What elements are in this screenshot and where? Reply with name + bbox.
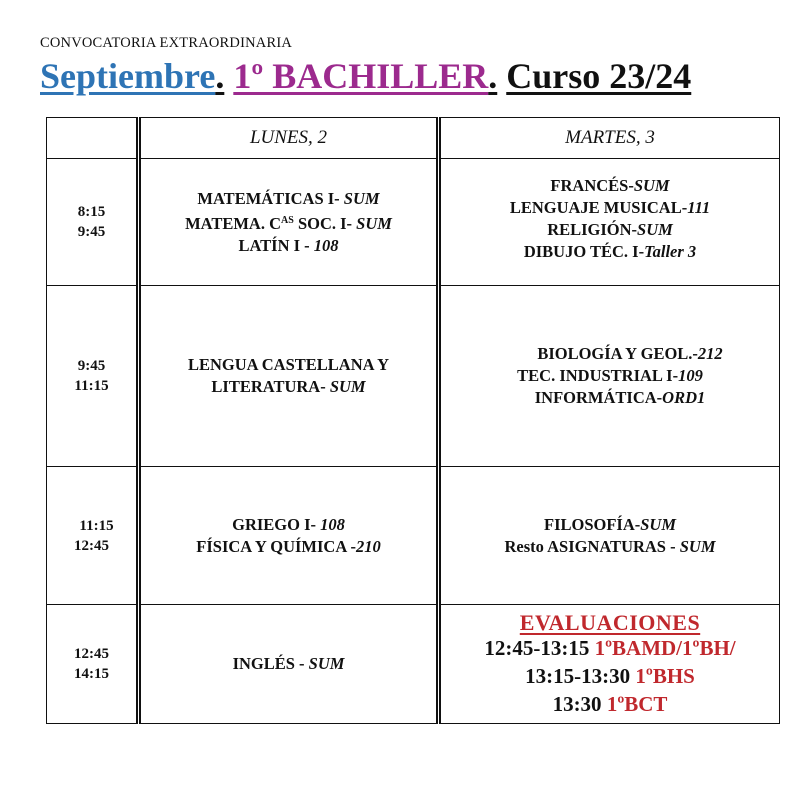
title-year: Curso 23/24 <box>506 56 692 96</box>
time-cell <box>47 286 139 467</box>
header-martes: MARTES, 3 <box>439 118 780 159</box>
page-title <box>40 54 691 98</box>
exam-entry: LENGUA CASTELLANA Y <box>187 355 390 374</box>
exam-entry: LATÍN I - 108 <box>238 235 339 255</box>
header-empty-cell <box>47 118 139 159</box>
exam-entry: RELIGIÓN-SUM <box>547 220 673 239</box>
evaluation-slot: 13:30 1ºBCT <box>552 692 668 716</box>
time-start: 9:45 <box>77 358 106 374</box>
time-start: 11:15 <box>79 517 114 534</box>
lunes-cell <box>139 467 439 605</box>
exam-entry: TEC. INDUSTRIAL I-109 <box>517 366 703 385</box>
evaluation-slot: 13:15-13:30 1ºBHS <box>525 664 695 688</box>
exam-entry: FRANCÉS-SUM <box>550 176 670 195</box>
time-end: 12:45 <box>74 537 109 554</box>
exam-entry: INGLÉS - SUM <box>232 654 345 673</box>
table-row <box>47 159 780 286</box>
martes-cell <box>439 467 780 605</box>
exam-entry: GRIEGO I- 108 <box>232 514 345 534</box>
martes-cell <box>439 286 780 467</box>
time-cell <box>47 159 139 286</box>
time-start: 8:15 <box>77 204 106 220</box>
title-month: Septiembre <box>40 56 216 96</box>
lunes-cell <box>139 605 439 724</box>
time-cell <box>47 605 139 724</box>
table-row <box>47 467 780 605</box>
convocatoria-label: CONVOCATORIA EXTRAORDINARIA <box>40 35 293 51</box>
header-lunes: LUNES, 2 <box>139 118 439 159</box>
exam-entry: MATEMÁTICAS I- SUM <box>197 188 380 208</box>
exam-entry: DIBUJO TÉC. I-Taller 3 <box>523 242 697 261</box>
exam-entry: Resto ASIGNATURAS - SUM <box>504 536 716 556</box>
exam-entry: MATEMA. $C^{AS}$ SOC. I- SUM <box>185 213 392 233</box>
time-end: 9:45 <box>77 224 106 240</box>
exam-entry: LITERATURA- SUM <box>211 377 366 396</box>
time-cell <box>47 467 139 605</box>
table-header-row <box>47 118 780 159</box>
exam-entry: FILOSOFÍA-SUM <box>543 514 677 534</box>
exam-entry: FÍSICA Y QUÍMICA -210 <box>196 536 381 556</box>
title-dot-2: . <box>488 56 498 96</box>
exam-entry: INFORMÁTICA-ORD1 <box>534 388 706 407</box>
exam-entry: LENGUAJE MUSICAL-111 <box>509 198 711 217</box>
martes-cell <box>439 605 780 724</box>
exam-entry: BIOLOGÍA Y GEOL.-212 <box>537 344 723 363</box>
time-end: 11:15 <box>74 378 109 394</box>
table-row <box>47 286 780 467</box>
lunes-cell <box>139 286 439 467</box>
time-start: 12:45 <box>74 646 109 662</box>
exam-schedule-table <box>46 117 780 724</box>
title-course: 1º BACHILLER <box>233 56 489 96</box>
evaluaciones-title: EVALUACIONES <box>519 610 701 635</box>
table-row <box>47 605 780 724</box>
martes-cell <box>439 159 780 286</box>
lunes-cell <box>139 159 439 286</box>
title-dot-1: . <box>215 56 225 96</box>
evaluation-slot: 12:45-13:15 1ºBAMD/1ºBH/ <box>484 636 736 660</box>
time-end: 14:15 <box>74 666 109 682</box>
